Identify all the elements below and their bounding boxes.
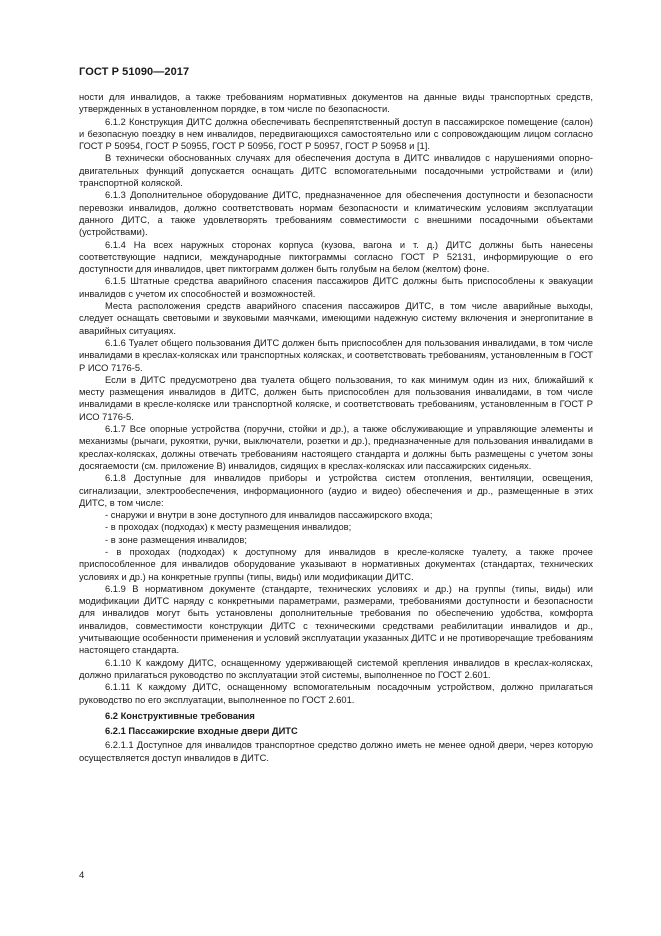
list-item: - в проходах (подходах) к месту размещения инвалидов; (105, 522, 352, 533)
paragraph-6-1-6: 6.1.6 Туалет общего пользования ДИТС должен быть приспособлен для пользования инвалидами, в том числе инвалидами в креслах-колясках или транспортных колясках, и соответствовать требованиям, установленным в ГОСТ Р ИСО 7176-5. (79, 337, 593, 373)
list-item: - снаружи и внутри в зоне доступного для инвалидов пассажирского входа; (105, 510, 433, 521)
paragraph-6-1-8: 6.1.8 Доступные для инвалидов приборы и устройства систем отопления, вентиляции, освещения, сигнализации, электрообеспечения, информационного (аудио и видео) обеспечения и др., размещенные в этих ДИТС, в том числе: (79, 473, 593, 508)
section-heading: 6.2 Конструктивные требования (105, 710, 255, 721)
document-body (79, 91, 593, 764)
paragraph-6-1-7: 6.1.7 Все опорные устройства (поручни, стойки и др.), а также обслуживающие и управляющие элементы и механизмы (рычаги, рукоятки, ручки, выключатели, розетки и др.), предназначенные для пользования инвалидами в креслах-колясках, должны отвечать требованиям настоящего стандарта и должны быть размещены с учетом зоны досягаемости (см. приложение В) инвалидов, сидящих в креслах-колясках или пассажирских сиденьях. (79, 424, 593, 471)
page-number: 4 (79, 870, 85, 881)
list-item: - в зоне размещения инвалидов; (105, 534, 247, 545)
paragraph: Места расположения средств аварийного спасения пассажиров ДИТС, в том числе аварийные выходы, следует оснащать световыми и звуковыми маячками, имеющими надежную систему включения и энергопитание в аварийных ситуациях. (79, 301, 593, 336)
paragraph: ности для инвалидов, а также требованиям нормативных документов на данные виды транспортных средств, утвержденных в установленном порядке, в том числе по безопасности. (79, 92, 593, 115)
paragraph-6-1-11: 6.1.11 К каждому ДИТС, оснащенному вспомогательным посадочным устройством, должно прилагаться руководство по его эксплуатации, выполненное по ГОСТ 2.601. (79, 682, 593, 705)
paragraph-6-1-10: 6.1.10 К каждому ДИТС, оснащенному удерживающей системой крепления инвалидов в креслах-колясках, должно прилагаться руководство по эксплуатации этой системы, выполненное по ГОСТ 2.601. (79, 657, 593, 680)
paragraph: В технически обоснованных случаях для обеспечения доступа в ДИТС инвалидов с нарушениями опорно-двигательных функций допускается оснащать ДИТС вспомогательными посадочными устройствами и (или) транспортной коляской. (79, 153, 593, 189)
paragraph-6-1-2: 6.1.2 Конструкция ДИТС должна обеспечивать беспрепятственный доступ в пассажирское помещение (салон) и безопасную поездку в нем инвалидов, передвигающихся самостоятельно или с сопровождающим лицом согласно ГОСТ Р 50954, ГОСТ Р 50955, ГОСТ Р 50956, ГОСТ Р 50957, ГОСТ Р 50958 и [1]. (79, 116, 593, 152)
list-item: - в проходах (подходах) к доступному для инвалидов в кресле-коляске туалету, а также прочее приспособленное для инвалидов оборудование указывают в нормативных документах (стандартах, технических условиях и др.) на конкретные группы (типы, виды) или модификации ДИТС. (79, 546, 593, 582)
document-header: ГОСТ Р 51090—2017 (79, 66, 190, 78)
paragraph: Если в ДИТС предусмотрено два туалета общего пользования, то как минимум один из них, ближайший к месту размещения инвалидов в ДИТС, должен быть приспособлен для пользования инвалидами, в том числе инвалидами в кресле-коляске или транспортной коляске, и соответствовать требованиям, установленным в ГОСТ Р ИСО 7176-5. (79, 374, 593, 422)
paragraph-6-1-5: 6.1.5 Штатные средства аварийного спасения пассажиров ДИТС должны быть приспособлены к эвакуации инвалидов с учетом их способностей и возможностей. (79, 276, 593, 299)
paragraph-6-1-4: 6.1.4 На всех наружных сторонах корпуса (кузова, вагона и т. д.) ДИТС должны быть нанесены соответствующие надписи, международные пиктограммы согласно ГОСТ Р 52131, информирующие о его доступности для инвалидов, цвет пиктограмм должен быть голубым на белом (желтом) фоне. (79, 239, 593, 275)
subsection-heading: 6.2.1 Пассажирские входные двери ДИТС (105, 726, 298, 737)
paragraph-6-1-3: 6.1.3 Дополнительное оборудование ДИТС, предназначенное для обеспечения доступности и безопасности перевозки инвалидов, должно соответствовать нормам безопасности и климатическим условиям эксплуатации данного ДИТС, а также удовлетворять требованиям совместимости с внешними посадочными объектами (устройствами). (79, 190, 593, 238)
paragraph-6-2-1-1: 6.2.1.1 Доступное для инвалидов транспортное средство должно иметь не менее одной двери, через которую осуществляется доступ инвалидов в ДИТС. (79, 740, 593, 763)
paragraph-6-1-9: 6.1.9 В нормативном документе (стандарте, технических условиях и др.) на группы (типы, виды) или модификации ДИТС наряду с конкретными параметрами, размерами, требованиями доступности и безопасности для инвалидов могут быть установлены дополнительные требования по обеспечению удобства, комфорта инвалидов, совместимости конструкции ДИТС с техническими средствами реабилитации инвалидов и др., учитывающие особенности применения и условий эксплуатации указанных ДИТС и не противоречащие требованиям настоящего стандарта. (79, 583, 593, 656)
